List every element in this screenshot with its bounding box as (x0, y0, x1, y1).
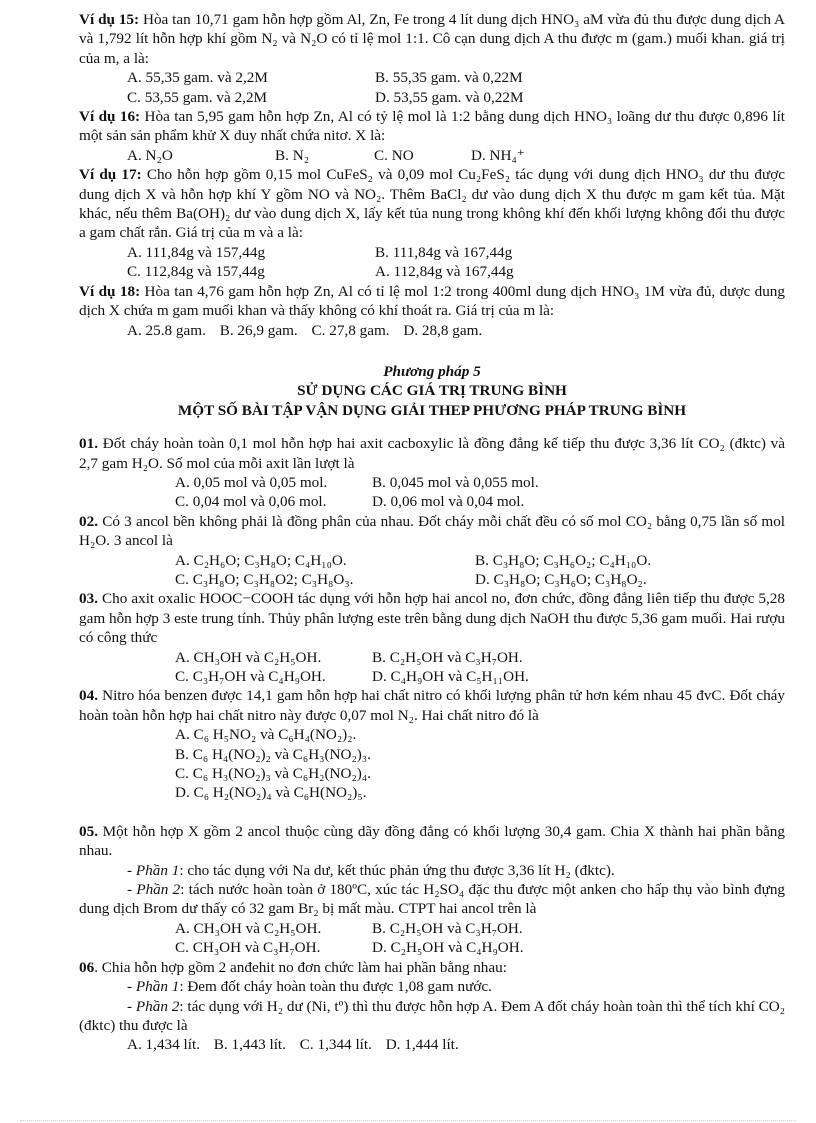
question-04-options (175, 725, 785, 803)
question-04-text: Nitro hóa benzen được 14,1 gam hỗn hợp hai chất nitro có khối lượng phân tử hơn kém nhau 45 đvC. Đốt cháy hoàn toàn hỗn hợp hai chất nitro này được 0,07 mol N₂. Hai chất nitro đó là (79, 687, 786, 724)
question-03 (79, 589, 785, 647)
example-16-text: Hòa tan 5,95 gam hỗn hợp Zn, Al có tỷ lệ mol là 1:2 bằng dung dịch HNO₃ loãng dư thu được 0,896 lít một sản sản phẩm khử X duy nhất chứa nitơ. X là: (79, 108, 786, 145)
example-18-question (79, 282, 785, 321)
option-c: C. 1,344 lít. (299, 1036, 372, 1054)
question-01-options (175, 473, 785, 512)
question-03-label: 03. (79, 590, 98, 608)
option-b: B. 55,35 gam. và 0,22M (375, 69, 523, 87)
example-17-label: Ví dụ 17: (79, 166, 142, 184)
question-04 (79, 686, 785, 725)
part-2-label: Phần 2 (136, 881, 181, 899)
section-subtitle: MỘT SỐ BÀI TẬP VẬN DỤNG GIẢI THEP PHƯƠNG PHÁP TRUNG BÌNH (177, 401, 687, 419)
option-a: A. C₆ H₅NO₂ và C₆H₄(NO₂)₂. (175, 726, 357, 744)
question-06 (79, 958, 785, 977)
question-06-text: . Chia hỗn hợp gồm 2 anđehit no đơn chức làm hai phần bằng nhau: (94, 958, 507, 976)
option-d: D. 53,55 gam. và 0,22M (375, 88, 524, 106)
option-a: A. N₂O (127, 146, 173, 164)
option-d: D. NH₄⁺ (471, 146, 525, 164)
question-05-part-2: - Phần 2: tách nước hoàn toàn ở 180ºC, xúc tác H₂SO₄ đặc thu được một anken cho hấp thụ vào bình đựng dung dịch Brom dư thấy có 32 gam Br₂ bị mất màu. CTPT hai ancol trên là (79, 881, 786, 918)
option-a: A. C₂H₆O; C₃H₈O; C₄H₁₀O. (175, 551, 347, 569)
example-16-label: Ví dụ 16: (79, 108, 141, 126)
example-15-label: Ví dụ 15: (79, 11, 140, 28)
option-d: D. C₄H₉OH và C₅H₁₁OH. (372, 668, 529, 685)
section-heading (79, 362, 785, 420)
question-06-part-2: - Phần 2: tác dụng với H₂ dư (Ni, tº) thì thu được hỗn hợp A. Đem A đốt cháy hoàn toàn thì thể tích khí CO₂ (đktc) thu được là (79, 997, 786, 1034)
option-c: C. C₃H₇OH và C₄H₉OH. (175, 668, 326, 685)
question-05 (79, 822, 785, 861)
part-1-label: Phần 1 (135, 978, 180, 996)
question-05-part-1: - Phần 1: cho tác dụng với Na dư, kết thúc phản ứng thu được 3,36 lít H₂ (đktc). (127, 861, 615, 879)
option-b: B. 111,84g và 167,44g (375, 243, 513, 261)
option-c: C. 53,55 gam. và 2,2M (127, 88, 268, 106)
question-01 (79, 434, 785, 473)
question-05-text: Một hỗn hợp X gồm 2 ancol thuộc cùng dãy đồng đẳng có khối lượng 30,4 gam. Chia X thành hai phần bằng nhau. (79, 822, 785, 860)
option-b: B. C₆ H₄(NO₂)₂ và C₆H₃(NO₂)₃. (175, 745, 371, 763)
option-d: D. 0,06 mol và 0,04 mol. (372, 493, 525, 511)
question-06-label: 06 (79, 958, 95, 976)
example-15-options (127, 68, 785, 107)
option-d: D. C₃H₈O; C₃H₆O; C₃H₈O₂. (475, 570, 647, 588)
option-a: A. CH₃OH và C₂H₅OH. (175, 648, 322, 666)
example-15-text: Hòa tan 10,71 gam hỗn hợp gồm Al, Zn, Fe trong 4 lít dung dịch HNO₃ aM vừa đủ thu được dung dịch A và 1,792 lít hỗn hợp khí gồm N₂ và N₂O có tỉ lệ mol 1:1. Cô cạn dung dịch A thu được m (gam.) muối khan. giá trị của m, a là: (79, 11, 786, 67)
example-17-question (79, 165, 785, 243)
part-1-label: Phần 1 (135, 861, 180, 879)
question-04-label: 04. (79, 687, 98, 705)
option-b: B. C₂H₅OH và C₃H₇OH. (372, 919, 523, 937)
option-c: C. 112,84g và 157,44g (127, 263, 265, 281)
option-a: A. CH₃OH và C₂H₅OH. (175, 919, 322, 937)
option-d: D. 28,8 gam. (403, 321, 483, 339)
option-b: B. N₂ (275, 146, 309, 164)
section-title: SỬ DỤNG CÁC GIÁ TRỊ TRUNG BÌNH (297, 382, 567, 400)
question-02 (79, 512, 785, 551)
question-06-part-1: - Phần 1: Đem đốt cháy hoàn toàn thu được 1,08 gam nước. (127, 978, 492, 996)
option-c: C. NO (374, 146, 414, 164)
question-01-label: 01. (79, 435, 98, 453)
option-b: B. 1,443 lít. (213, 1036, 286, 1054)
part-1-text: : cho tác dụng với Na dư, kết thúc phản ứng thu được 3,36 lít H₂ (đktc). (179, 861, 615, 879)
option-a: A. 55,35 gam. và 2,2M (127, 69, 268, 87)
example-18-label: Ví dụ 18: (79, 282, 141, 300)
option-c: C. C₆ H₃(NO₂)₃ và C₆H₂(NO₂)₄. (175, 765, 371, 783)
option-c: C. 27,8 gam. (311, 321, 390, 339)
question-05-options (175, 919, 785, 958)
example-17-text: Cho hỗn hợp gồm 0,15 mol CuFeS₂ và 0,09 mol Cu₂FeS₂ tác dụng với dung dịch HNO₃ dư thu được dung dịch X và hỗn hợp khí Y gồm NO và NO₂. Thêm BaCl₂ dư vào dung dịch X thu được m gam kết tủa. Mặt khác, nếu thêm Ba(OH)₂ dư vào dung dịch X, lấy kết tủa nung trong không khí đến khối lượng không đổi thu được a gam chất rắn. Giá trị của m và a là: (79, 166, 786, 242)
question-05-label: 05. (79, 822, 98, 840)
option-c: C. C₃H₈O; C₃H₈O2; C₃H₈O₃. (175, 570, 354, 588)
question-02-label: 02. (79, 512, 98, 530)
part-1-text: : Đem đốt cháy hoàn toàn thu được 1,08 gam nước. (179, 978, 492, 996)
part-2-text: : tác dụng với H₂ dư (Ni, tº) thì thu được hỗn hợp A. Đem A đốt cháy hoàn toàn thì thể tích khí CO₂ (đktc) thu được là (79, 997, 786, 1034)
option-b: B. 26,9 gam. (219, 321, 298, 339)
option-a: A. 25.8 gam. (127, 321, 206, 339)
example-16-options (127, 146, 785, 165)
option-b: B. 0,045 mol và 0,055 mol. (372, 473, 539, 491)
part-2-text: : tách nước hoàn toàn ở 180ºC, xúc tác H₂SO₄ đặc thu được một anken cho hấp thụ vào bình đựng dung dịch Brom dư thấy có 32 gam Br₂ bị mất màu. CTPT hai ancol trên là (79, 881, 786, 918)
option-d: D. C₆ H₂(NO₂)₄ và C₆H(NO₂)₅. (175, 784, 367, 802)
option-d: A. 112,84g và 167,44g (375, 263, 514, 281)
example-18-options (127, 321, 785, 340)
method-label: Phương pháp 5 (383, 362, 481, 380)
option-a: A. 0,05 mol và 0,05 mol. (175, 473, 328, 491)
example-15-question (79, 10, 785, 68)
question-02-text: Có 3 ancol bền không phải là đồng phân của nhau. Đốt cháy mỗi chất đều có số mol CO₂ bằng 0,75 lần số mol H₂O. 3 ancol là (79, 512, 786, 550)
option-a: A. 1,434 lít. (127, 1036, 200, 1054)
option-d: D. 1,444 lít. (385, 1036, 459, 1054)
question-02-options (175, 551, 785, 590)
question-03-text: Cho axit oxalic HOOC−COOH tác dụng với hỗn hợp hai ancol no, đơn chức, đồng đẳng liên tiếp thu được 5,28 gam hỗn hợp 3 este trung tính. Thủy phân lượng este trên bằng dung dịch NaOH thu được 5,36 gam muối. Hai rượu có công thức (79, 590, 785, 647)
option-a: A. 111,84g và 157,44g (127, 243, 266, 261)
option-c: C. 0,04 mol và 0,06 mol. (175, 493, 327, 511)
page-bottom-divider (20, 1120, 796, 1121)
option-b: B. C₂H₅OH và C₃H₇OH. (372, 648, 523, 666)
option-b: B. C₃H₈O; C₃H₆O₂; C₄H₁₀O. (475, 551, 652, 569)
question-01-text: Đốt cháy hoàn toàn 0,1 mol hỗn hợp hai axit cacboxylic là đồng đẳng kế tiếp thu được 3,36 lít CO₂ (đktc) và 2,7 gam H₂O. Số mol của mỗi axit lần lượt là (79, 435, 785, 472)
question-03-options (175, 648, 785, 687)
option-c: C. CH₃OH và C₃H₇OH. (175, 939, 321, 957)
question-06-options (127, 1035, 785, 1054)
document-page (79, 10, 785, 1055)
example-17-options (127, 243, 785, 282)
example-16-question (79, 107, 785, 146)
option-d: D. C₂H₅OH và C₄H₉OH. (372, 939, 524, 957)
example-18-text: Hòa tan 4,76 gam hỗn hợp Zn, Al có tỉ lệ mol 1:2 trong 400ml dung dịch HNO₃ 1M vừa đủ, dược dung dịch X chứa m gam muối khan và thấy không có khí thoát ra. Giá trị của m là: (79, 282, 785, 320)
part-2-label: Phần 2 (135, 997, 180, 1015)
